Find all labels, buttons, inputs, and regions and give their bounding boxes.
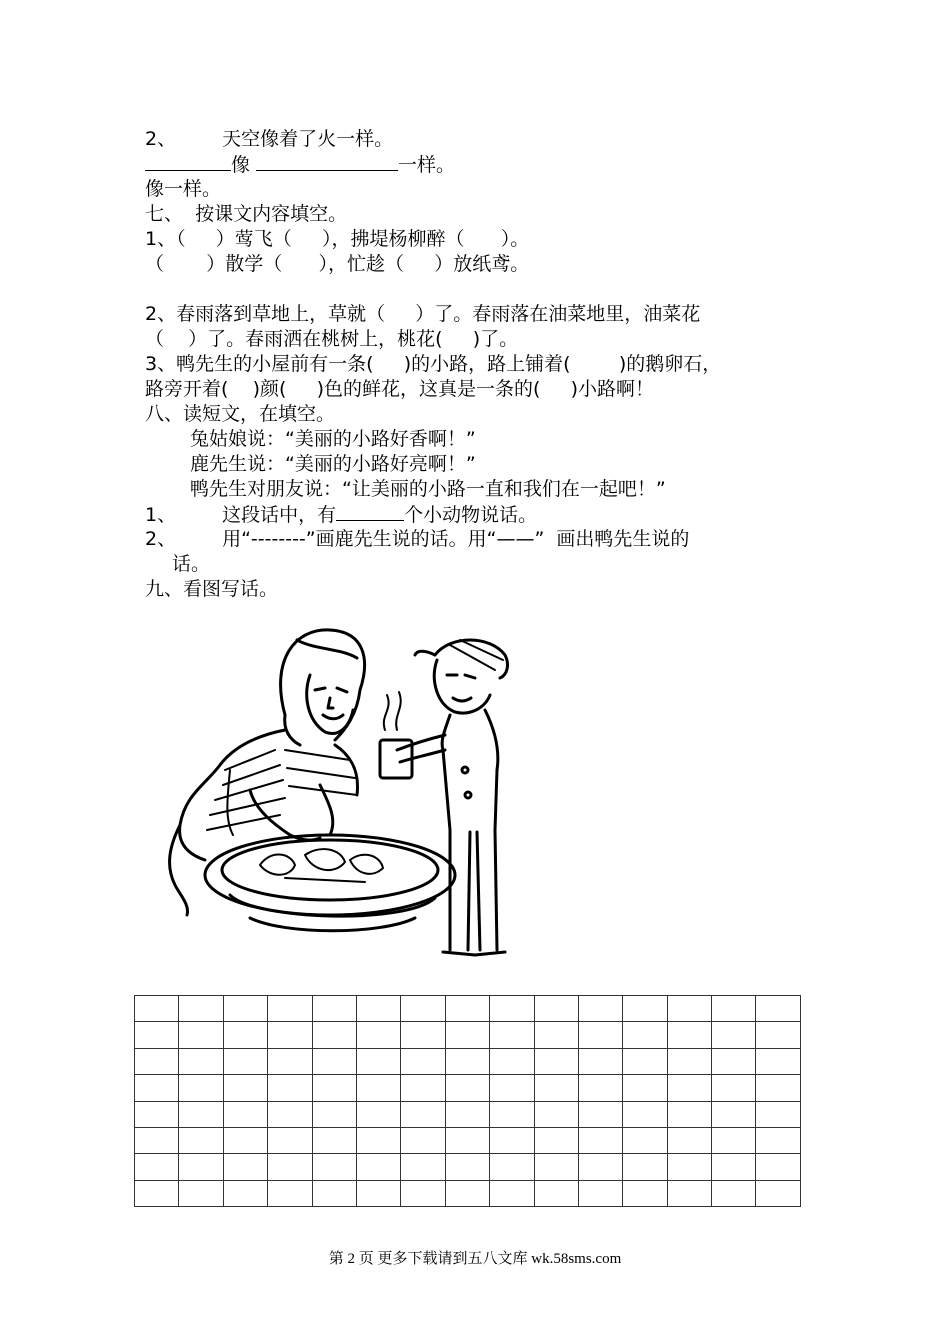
grid-cell[interactable] — [490, 1180, 534, 1206]
grid-cell[interactable] — [268, 1022, 312, 1048]
grid-cell[interactable] — [268, 1048, 312, 1074]
grid-cell[interactable] — [667, 1075, 711, 1101]
grid-cell[interactable] — [356, 1022, 400, 1048]
grid-cell[interactable] — [623, 1127, 667, 1153]
grid-cell[interactable] — [534, 1127, 578, 1153]
grid-row — [135, 1180, 801, 1206]
grid-cell[interactable] — [578, 1127, 622, 1153]
grid-cell[interactable] — [312, 1022, 356, 1048]
grid-cell[interactable] — [445, 1048, 489, 1074]
s8-passage-line3: 鸭先生对朋友说：“让美丽的小路一直和我们在一起吧！” — [190, 478, 666, 500]
s7-title: 七、 按课文内容填空。 — [145, 203, 348, 225]
grid-cell[interactable] — [667, 1048, 711, 1074]
grid-cell[interactable] — [356, 1048, 400, 1074]
grid-cell[interactable] — [578, 1180, 622, 1206]
grid-cell[interactable] — [312, 1101, 356, 1127]
grid-cell[interactable] — [490, 1048, 534, 1074]
grid-cell[interactable] — [268, 1154, 312, 1180]
grid-cell[interactable] — [179, 1154, 223, 1180]
grid-cell[interactable] — [223, 996, 267, 1022]
grid-cell[interactable] — [401, 1154, 445, 1180]
grid-cell[interactable] — [223, 1154, 267, 1180]
grid-cell[interactable] — [445, 1127, 489, 1153]
grid-cell[interactable] — [534, 1048, 578, 1074]
grid-cell[interactable] — [356, 1101, 400, 1127]
fill-blank[interactable] — [336, 502, 404, 521]
grid-row — [135, 996, 801, 1022]
grid-cell[interactable] — [756, 1180, 800, 1206]
s7-q3b: 路旁开着( )颜( )色的鲜花，这真是一条的( )小路啊！ — [145, 378, 655, 400]
grid-cell[interactable] — [756, 1101, 800, 1127]
grid-cell[interactable] — [667, 1180, 711, 1206]
grid-cell[interactable] — [445, 1101, 489, 1127]
grid-cell[interactable] — [534, 1154, 578, 1180]
grid-cell[interactable] — [135, 996, 179, 1022]
grid-cell[interactable] — [135, 1048, 179, 1074]
grid-cell[interactable] — [623, 1022, 667, 1048]
grid-cell[interactable] — [445, 1022, 489, 1048]
grid-cell[interactable] — [490, 1022, 534, 1048]
grid-cell[interactable] — [401, 1101, 445, 1127]
grid-cell[interactable] — [534, 1022, 578, 1048]
grid-cell[interactable] — [135, 1127, 179, 1153]
grid-cell[interactable] — [179, 1022, 223, 1048]
s7-q2a: 2、春雨落到草地上，草就（ ）了。春雨落在油菜地里，油菜花 — [145, 303, 701, 325]
grid-cell[interactable] — [623, 1154, 667, 1180]
grid-cell[interactable] — [712, 1022, 756, 1048]
grid-cell[interactable] — [268, 1127, 312, 1153]
grid-cell[interactable] — [223, 1101, 267, 1127]
grid-cell[interactable] — [534, 1075, 578, 1101]
grid-cell[interactable] — [712, 1075, 756, 1101]
grid-cell[interactable] — [401, 1048, 445, 1074]
grid-cell[interactable] — [312, 996, 356, 1022]
grid-cell[interactable] — [445, 1075, 489, 1101]
grid-cell[interactable] — [712, 996, 756, 1022]
grid-cell[interactable] — [312, 1075, 356, 1101]
grid-cell[interactable] — [179, 1048, 223, 1074]
s8-q2 — [145, 527, 689, 551]
grid-cell[interactable] — [712, 1180, 756, 1206]
grid-cell[interactable] — [578, 996, 622, 1022]
grid-cell[interactable] — [356, 1075, 400, 1101]
grid-cell[interactable] — [578, 1101, 622, 1127]
grid-cell[interactable] — [179, 1127, 223, 1153]
grid-cell[interactable] — [490, 1127, 534, 1153]
s7-q1a: 1、（ ）莺飞（ ），拂堤杨柳醉（ ）。 — [145, 228, 530, 250]
grid-cell[interactable] — [135, 1180, 179, 1206]
grid-cell[interactable] — [268, 1180, 312, 1206]
grid-cell[interactable] — [135, 1101, 179, 1127]
grid-cell[interactable] — [356, 1154, 400, 1180]
grid-cell[interactable] — [445, 996, 489, 1022]
grid-cell[interactable] — [401, 1180, 445, 1206]
grid-cell[interactable] — [268, 1101, 312, 1127]
grid-cell[interactable] — [223, 1048, 267, 1074]
s8-title: 八、读短文，在填空。 — [145, 403, 336, 425]
s8-passage-line1: 兔姑娘说：“美丽的小路好香啊！” — [190, 428, 476, 450]
grid-cell[interactable] — [179, 1101, 223, 1127]
grid-cell[interactable] — [401, 1127, 445, 1153]
grid-cell[interactable] — [179, 1180, 223, 1206]
s8-q1-pre: 这段话中，有 — [222, 504, 337, 526]
writing-grid[interactable] — [134, 995, 801, 1207]
grid-cell[interactable] — [534, 1180, 578, 1206]
grid-cell[interactable] — [312, 1180, 356, 1206]
grid-cell[interactable] — [667, 1101, 711, 1127]
grid-cell[interactable] — [578, 1048, 622, 1074]
grid-cell[interactable] — [756, 1048, 800, 1074]
fill-blank[interactable] — [256, 152, 398, 171]
grid-cell[interactable] — [179, 1075, 223, 1101]
fill-blank[interactable] — [145, 152, 231, 171]
s6-q2-fill — [145, 152, 455, 177]
grid-cell[interactable] — [179, 996, 223, 1022]
grid-cell[interactable] — [223, 1075, 267, 1101]
grid-cell[interactable] — [712, 1101, 756, 1127]
grid-cell[interactable] — [623, 1048, 667, 1074]
grid-cell[interactable] — [712, 1127, 756, 1153]
grid-row — [135, 1101, 801, 1127]
grid-cell[interactable] — [623, 996, 667, 1022]
grid-cell[interactable] — [223, 1022, 267, 1048]
grid-cell[interactable] — [756, 1127, 800, 1153]
grid-cell[interactable] — [356, 996, 400, 1022]
grid-cell[interactable] — [756, 1075, 800, 1101]
grid-cell[interactable] — [223, 1127, 267, 1153]
s8-q1-number: 1、 — [145, 504, 177, 526]
s8-passage-line2: 鹿先生说：“美丽的小路好亮啊！” — [190, 453, 476, 475]
grid-cell[interactable] — [268, 996, 312, 1022]
s8-q1-post: 个小动物说话。 — [404, 504, 538, 526]
mother-child-illustration — [165, 620, 545, 975]
grid-cell[interactable] — [623, 1101, 667, 1127]
grid-cell[interactable] — [712, 1048, 756, 1074]
grid-cell[interactable] — [268, 1075, 312, 1101]
grid-cell[interactable] — [490, 1075, 534, 1101]
s9-title: 九、看图写话。 — [145, 578, 279, 600]
grid-cell[interactable] — [445, 1154, 489, 1180]
grid-cell[interactable] — [667, 1127, 711, 1153]
grid-cell[interactable] — [534, 996, 578, 1022]
s6-line3: 像一样。 — [145, 178, 222, 200]
grid-cell[interactable] — [312, 1127, 356, 1153]
grid-cell[interactable] — [490, 1101, 534, 1127]
grid-cell[interactable] — [756, 1154, 800, 1180]
grid-cell[interactable] — [223, 1180, 267, 1206]
grid-row — [135, 1048, 801, 1074]
grid-cell[interactable] — [667, 1154, 711, 1180]
grid-cell[interactable] — [490, 1154, 534, 1180]
grid-row — [135, 1022, 801, 1048]
grid-cell[interactable] — [667, 1022, 711, 1048]
s8-q2-continued: 话。 — [172, 553, 211, 575]
s7-q2b: （ ）了。春雨洒在桃树上，桃花( )了。 — [145, 328, 519, 350]
grid-cell[interactable] — [490, 996, 534, 1022]
s8-q2-text: 用“--------”画鹿先生说的话。用“——” 画出鸭先生说的 — [222, 528, 690, 550]
s8-q1 — [145, 502, 537, 527]
grid-cell[interactable] — [578, 1022, 622, 1048]
grid-cell[interactable] — [445, 1180, 489, 1206]
s7-q1b: （ ）散学（ ），忙趁（ ）放纸鸢。 — [145, 253, 530, 275]
grid-cell[interactable] — [623, 1075, 667, 1101]
s6-q2-number: 2、 — [145, 128, 177, 150]
grid-cell[interactable] — [756, 996, 800, 1022]
grid-cell[interactable] — [356, 1127, 400, 1153]
grid-cell[interactable] — [401, 1022, 445, 1048]
grid-cell[interactable] — [578, 1075, 622, 1101]
grid-cell[interactable] — [135, 1022, 179, 1048]
grid-cell[interactable] — [135, 1154, 179, 1180]
grid-row — [135, 1154, 801, 1180]
grid-cell[interactable] — [356, 1180, 400, 1206]
s7-q3a: 3、鸭先生的小屋前有一条( )的小路，路上铺着( )的鹅卵石， — [145, 353, 722, 375]
grid-cell[interactable] — [667, 996, 711, 1022]
grid-row — [135, 1075, 801, 1101]
s6-q2-sentence: 天空像着了火一样。 — [222, 128, 394, 150]
grid-cell[interactable] — [312, 1048, 356, 1074]
s6-yiyang: 一样。 — [398, 154, 456, 176]
grid-cell[interactable] — [135, 1075, 179, 1101]
grid-cell[interactable] — [712, 1154, 756, 1180]
grid-cell[interactable] — [312, 1154, 356, 1180]
grid-row — [135, 1127, 801, 1153]
page-footer: 第 2 页 更多下载请到五八文库 wk.58sms.com — [328, 1251, 622, 1267]
s8-q2-number: 2、 — [145, 528, 177, 550]
grid-cell[interactable] — [401, 1075, 445, 1101]
s6-xiang: 像 — [231, 154, 251, 176]
s6-q2 — [145, 127, 393, 151]
grid-cell[interactable] — [401, 996, 445, 1022]
grid-cell[interactable] — [534, 1101, 578, 1127]
grid-cell[interactable] — [623, 1180, 667, 1206]
grid-cell[interactable] — [578, 1154, 622, 1180]
grid-cell[interactable] — [756, 1022, 800, 1048]
